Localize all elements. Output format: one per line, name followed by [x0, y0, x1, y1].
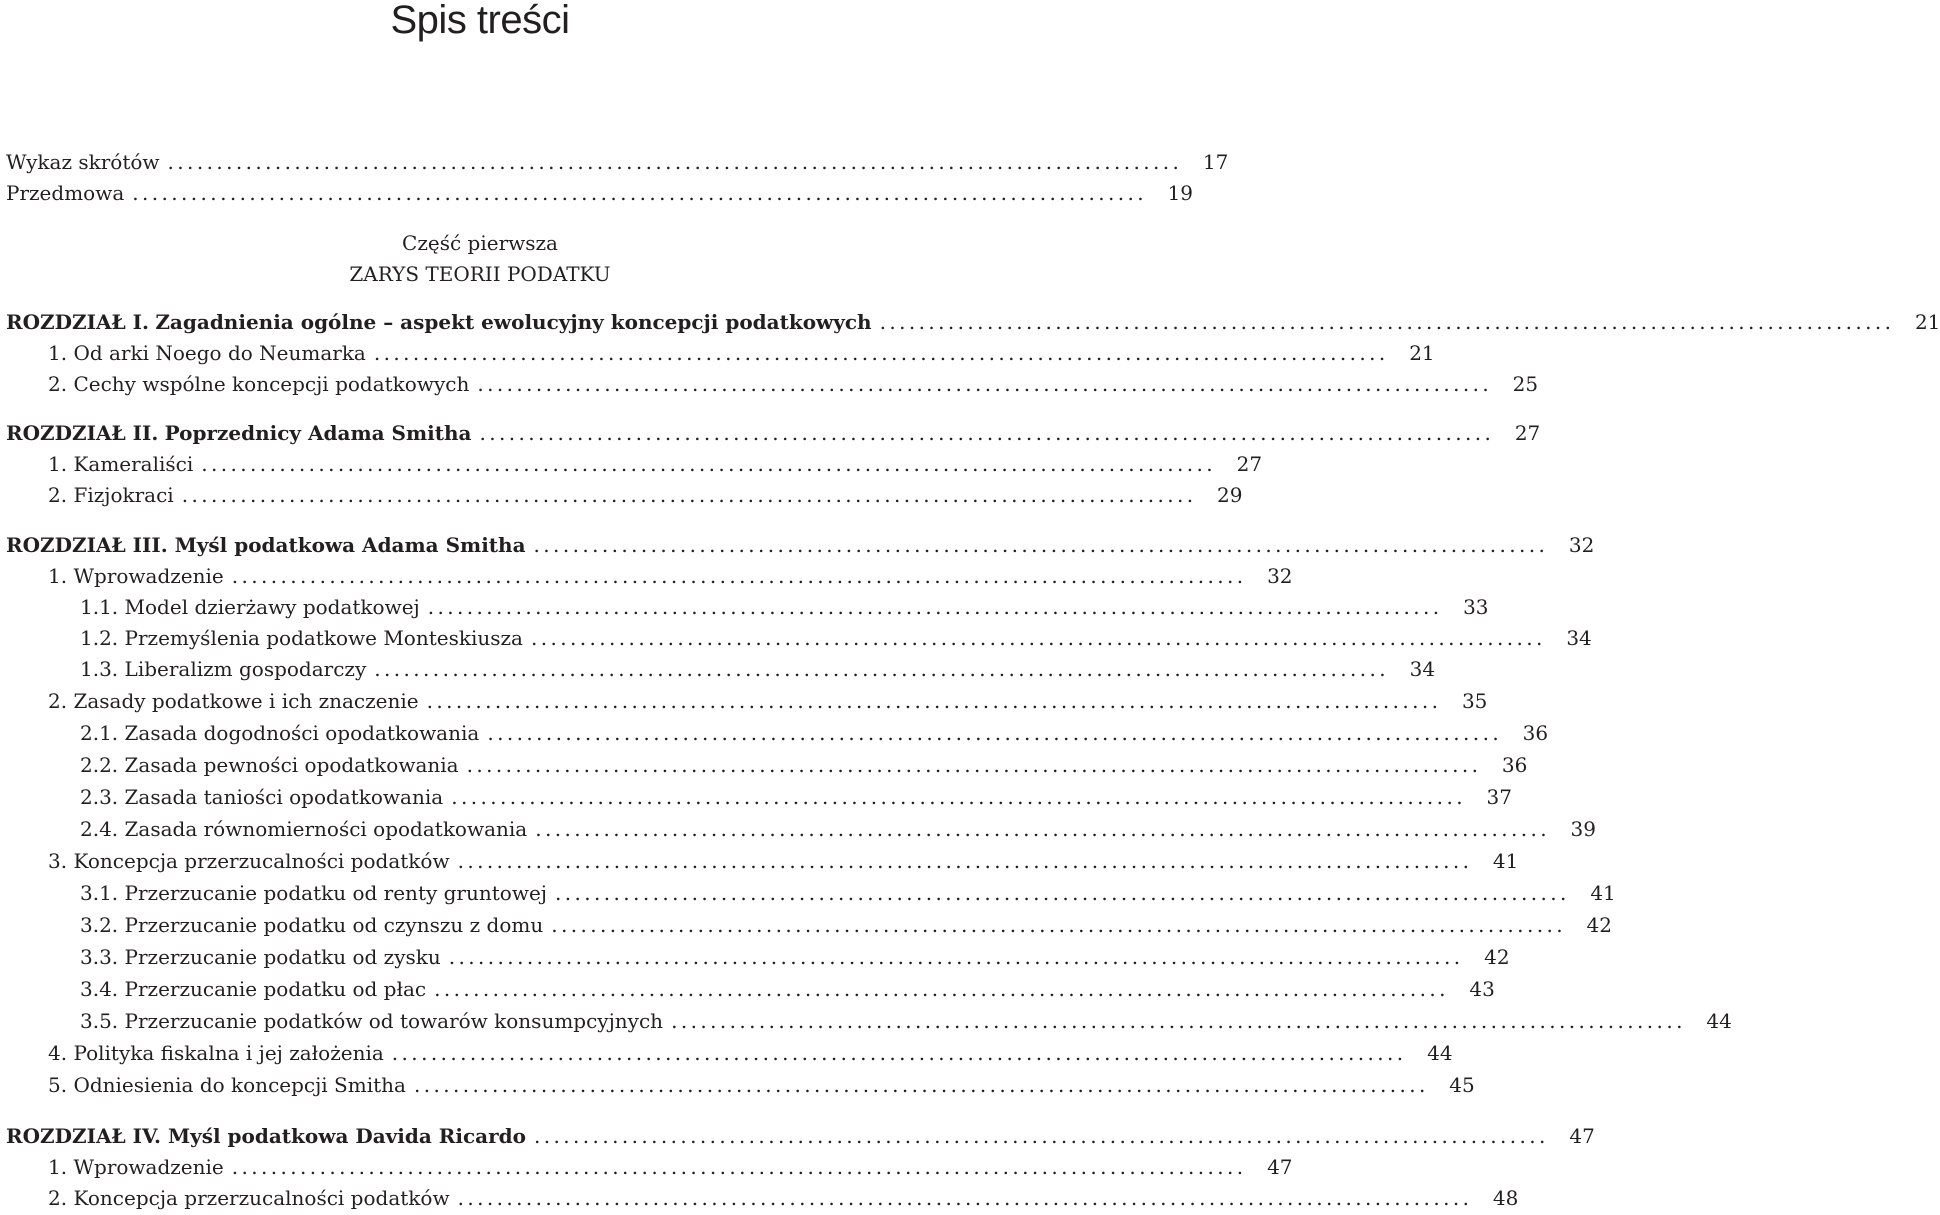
part-title: ZARYS TEORII PODATKU — [349, 262, 611, 286]
toc-page-number: 37 — [1486, 785, 1512, 809]
toc-page-number: 27 — [1236, 452, 1263, 476]
dot-leader: ........................................................................................................ — [374, 657, 1390, 681]
toc-entry[interactable] — [0, 1152, 1293, 1183]
toc-chapter-2[interactable] — [0, 418, 1541, 449]
chapter-number: ROZDZIAŁ II. — [6, 421, 159, 445]
toc-entry-number: 1.3. — [80, 657, 119, 681]
toc-page-number: 21 — [1409, 341, 1435, 365]
toc-page-number: 48 — [1492, 1186, 1519, 1210]
toc-entry-number: 2. — [48, 689, 68, 713]
toc-entry-label: Koncepcja przerzucalności podatków — [73, 1186, 450, 1210]
dot-leader: ........................................................................................................ — [551, 913, 1566, 937]
toc-chapter-3[interactable] — [0, 530, 1595, 561]
toc-page-number: 27 — [1514, 421, 1541, 445]
toc-entry-label: Przedmowa — [6, 181, 125, 205]
dot-leader: ........................................................................................................ — [533, 533, 1549, 557]
toc-entry[interactable] — [0, 878, 1616, 909]
dot-leader: ........................................................................................................ — [231, 1155, 1247, 1179]
chapter-number: ROZDZIAŁ III. — [6, 533, 168, 557]
toc-entry-number: 2.3. — [80, 785, 119, 809]
toc-entry-number: 3.3. — [80, 945, 119, 969]
toc-entry[interactable] — [0, 1183, 1519, 1214]
dot-leader: ........................................................................................................ — [434, 977, 1449, 1001]
toc-entry-number: 2. — [48, 1186, 68, 1210]
toc-entry[interactable] — [0, 942, 1510, 973]
toc-page-number: 25 — [1512, 372, 1539, 396]
toc-page-number: 39 — [1570, 817, 1596, 841]
dot-leader: ........................................................................................................ — [426, 689, 1442, 713]
dot-leader: ........................................................................................................ — [534, 1124, 1549, 1148]
toc-page-number: 32 — [1267, 564, 1293, 588]
toc-entry-label: Przemyślenia podatkowe Monteskiusza — [124, 626, 523, 650]
toc-page-number: 33 — [1463, 595, 1489, 619]
toc-entry-label: Model dzierżawy podatkowej — [124, 595, 420, 619]
toc-entry-number: 5. — [48, 1073, 68, 1097]
dot-leader: ........................................................................................................ — [457, 1186, 1473, 1210]
dot-leader: ........................................................................................................ — [671, 1009, 1686, 1033]
dot-leader: ........................................................................................................ — [132, 181, 1148, 205]
toc-entry-label: Przerzucanie podatków od towarów konsumpcyjnych — [124, 1009, 664, 1033]
toc-page-number: 19 — [1167, 181, 1194, 205]
toc-entry-number: 3.5. — [80, 1009, 119, 1033]
toc-entry[interactable] — [0, 592, 1489, 623]
toc-entry-number: 3.2. — [80, 913, 119, 937]
toc-entry[interactable] — [0, 561, 1293, 592]
dot-leader: ........................................................................................................ — [448, 945, 1464, 969]
toc-page-number: 47 — [1569, 1124, 1595, 1148]
chapter-number: ROZDZIAŁ IV. — [6, 1124, 161, 1148]
toc-page-number: 44 — [1706, 1009, 1732, 1033]
toc-page-number: 44 — [1427, 1041, 1453, 1065]
toc-entry-label: Fizjokraci — [73, 483, 174, 507]
dot-leader: ........................................................................................................ — [479, 421, 1495, 445]
toc-page-number: 42 — [1484, 945, 1510, 969]
dot-leader: ........................................................................................................ — [457, 849, 1473, 873]
toc-page-number: 32 — [1568, 533, 1595, 557]
toc-page-number: 34 — [1566, 626, 1592, 650]
toc-entry[interactable] — [0, 718, 1549, 749]
toc-entry[interactable] — [0, 1070, 1475, 1101]
part-heading: Część pierwsza — [402, 231, 558, 255]
toc-page-number: 17 — [1202, 150, 1229, 174]
toc-entry-label: Zasada równomierności opodatkowania — [124, 817, 528, 841]
toc-entry[interactable] — [0, 338, 1435, 369]
toc-entry-number: 2. — [48, 372, 68, 396]
dot-leader: ........................................................................................................ — [391, 1041, 1407, 1065]
toc-entry-number: 1.1. — [80, 595, 119, 619]
toc-entry[interactable] — [0, 623, 1592, 654]
toc-entry-number: 3.1. — [80, 881, 119, 905]
toc-entry-label: Odniesienia do koncepcji Smitha — [73, 1073, 406, 1097]
dot-leader: ........................................................................................................ — [535, 817, 1550, 841]
toc-entry-label: Koncepcja przerzucalności podatków — [73, 849, 450, 873]
toc-entry-label: Przerzucanie podatku od czynszu z domu — [124, 913, 544, 937]
toc-entry-label: Wprowadzenie — [73, 564, 224, 588]
toc-entry[interactable] — [0, 1006, 1732, 1037]
toc-entry-number: 2.1. — [80, 721, 119, 745]
dot-leader: ........................................................................................................ — [181, 483, 1197, 507]
toc-page-number: 42 — [1586, 913, 1612, 937]
toc-entry-label: Przerzucanie podatku od płac — [124, 977, 427, 1001]
dot-leader: ........................................................................................................ — [201, 452, 1217, 476]
dot-leader: ........................................................................................................ — [427, 595, 1443, 619]
toc-chapter-1[interactable] — [0, 307, 1940, 338]
toc-entry[interactable] — [0, 1038, 1453, 1069]
toc-entry-label: Przerzucanie podatku od renty gruntowej — [124, 881, 547, 905]
toc-entry[interactable] — [0, 449, 1263, 480]
dot-leader: ........................................................................................................ — [167, 150, 1183, 174]
toc-page-number: 47 — [1267, 1155, 1293, 1179]
toc-entry-number: 1. — [48, 1155, 68, 1179]
toc-entry[interactable] — [0, 654, 1436, 685]
dot-leader: ........................................................................................................ — [373, 341, 1389, 365]
toc-entry-number: 1. — [48, 341, 68, 365]
chapter-number: ROZDZIAŁ I. — [6, 310, 149, 334]
toc-entry[interactable] — [0, 750, 1528, 781]
dot-leader: ........................................................................................................ — [555, 881, 1570, 905]
toc-entry-label: Kameraliści — [73, 452, 194, 476]
toc-entry[interactable] — [0, 974, 1495, 1005]
toc-page-number: 29 — [1217, 483, 1243, 507]
toc-entry[interactable] — [0, 846, 1519, 877]
toc-entry[interactable] — [0, 910, 1612, 941]
dot-leader: ........................................................................................................ — [879, 310, 1895, 334]
toc-entry-label: Zasada taniości opodatkowania — [124, 785, 444, 809]
toc-entry-label: Zasady podatkowe i ich znaczenie — [73, 689, 419, 713]
toc-entry-number: 3. — [48, 849, 68, 873]
dot-leader: ........................................................................................................ — [530, 626, 1546, 650]
toc-entry-number: 3.4. — [80, 977, 119, 1001]
toc-entry[interactable] — [0, 369, 1539, 400]
toc-entry-wykaz-skrotow[interactable] — [0, 147, 1229, 178]
chapter-title: Myśl podatkowa Adama Smitha — [174, 533, 526, 557]
toc-entry-number: 1.2. — [80, 626, 119, 650]
toc-entry-label: Polityka fiskalna i jej założenia — [73, 1041, 384, 1065]
toc-page-number: 34 — [1409, 657, 1436, 681]
toc-entry-number: 1. — [48, 564, 68, 588]
toc-entry-label: Przerzucanie podatku od zysku — [124, 945, 441, 969]
toc-entry[interactable] — [0, 782, 1512, 813]
toc-page-number: 41 — [1590, 881, 1616, 905]
toc-entry-label: Zasada dogodności opodatkowania — [124, 721, 480, 745]
dot-leader: ........................................................................................................ — [451, 785, 1466, 809]
toc-entry-label: Cechy wspólne koncepcji podatkowych — [73, 372, 470, 396]
chapter-title: Myśl podatkowa Davida Ricardo — [167, 1124, 527, 1148]
toc-entry-przedmowa[interactable] — [0, 178, 1194, 209]
toc-entry[interactable] — [0, 480, 1243, 511]
toc-entry[interactable] — [0, 686, 1488, 717]
toc-page-number: 36 — [1522, 721, 1549, 745]
toc-page-number: 36 — [1501, 753, 1528, 777]
toc-entry-label: Liberalizm gospodarczy — [124, 657, 367, 681]
toc-entry-number: 1. — [48, 452, 68, 476]
toc-entry-number: 2.4. — [80, 817, 119, 841]
toc-entry-number: 4. — [48, 1041, 68, 1065]
toc-entry-number: 2. — [48, 483, 68, 507]
dot-leader: ........................................................................................................ — [487, 721, 1503, 745]
toc-chapter-4[interactable] — [0, 1121, 1595, 1152]
dot-leader: ........................................................................................................ — [231, 564, 1247, 588]
chapter-title: Poprzednicy Adama Smitha — [164, 421, 472, 445]
toc-page-number: 35 — [1461, 689, 1488, 713]
page-title: Spis treści — [390, 0, 570, 42]
toc-entry-label: Wprowadzenie — [73, 1155, 224, 1179]
toc-entry-label: Od arki Noego do Neumarka — [73, 341, 366, 365]
toc-page-number: 45 — [1449, 1073, 1475, 1097]
dot-leader: ........................................................................................................ — [413, 1073, 1429, 1097]
toc-entry-label: Wykaz skrótów — [6, 150, 160, 174]
toc-entry[interactable] — [0, 814, 1596, 845]
toc-entry-label: Zasada pewności opodatkowania — [124, 753, 459, 777]
dot-leader: ........................................................................................................ — [477, 372, 1493, 396]
toc-entry-number: 2.2. — [80, 753, 119, 777]
chapter-title: Zagadnienia ogólne – aspekt ewolucyjny koncepcji podatkowych — [155, 310, 872, 334]
toc-page-number: 21 — [1914, 310, 1940, 334]
dot-leader: ........................................................................................................ — [466, 753, 1482, 777]
toc-page-number: 41 — [1492, 849, 1519, 873]
toc-page-number: 43 — [1469, 977, 1495, 1001]
